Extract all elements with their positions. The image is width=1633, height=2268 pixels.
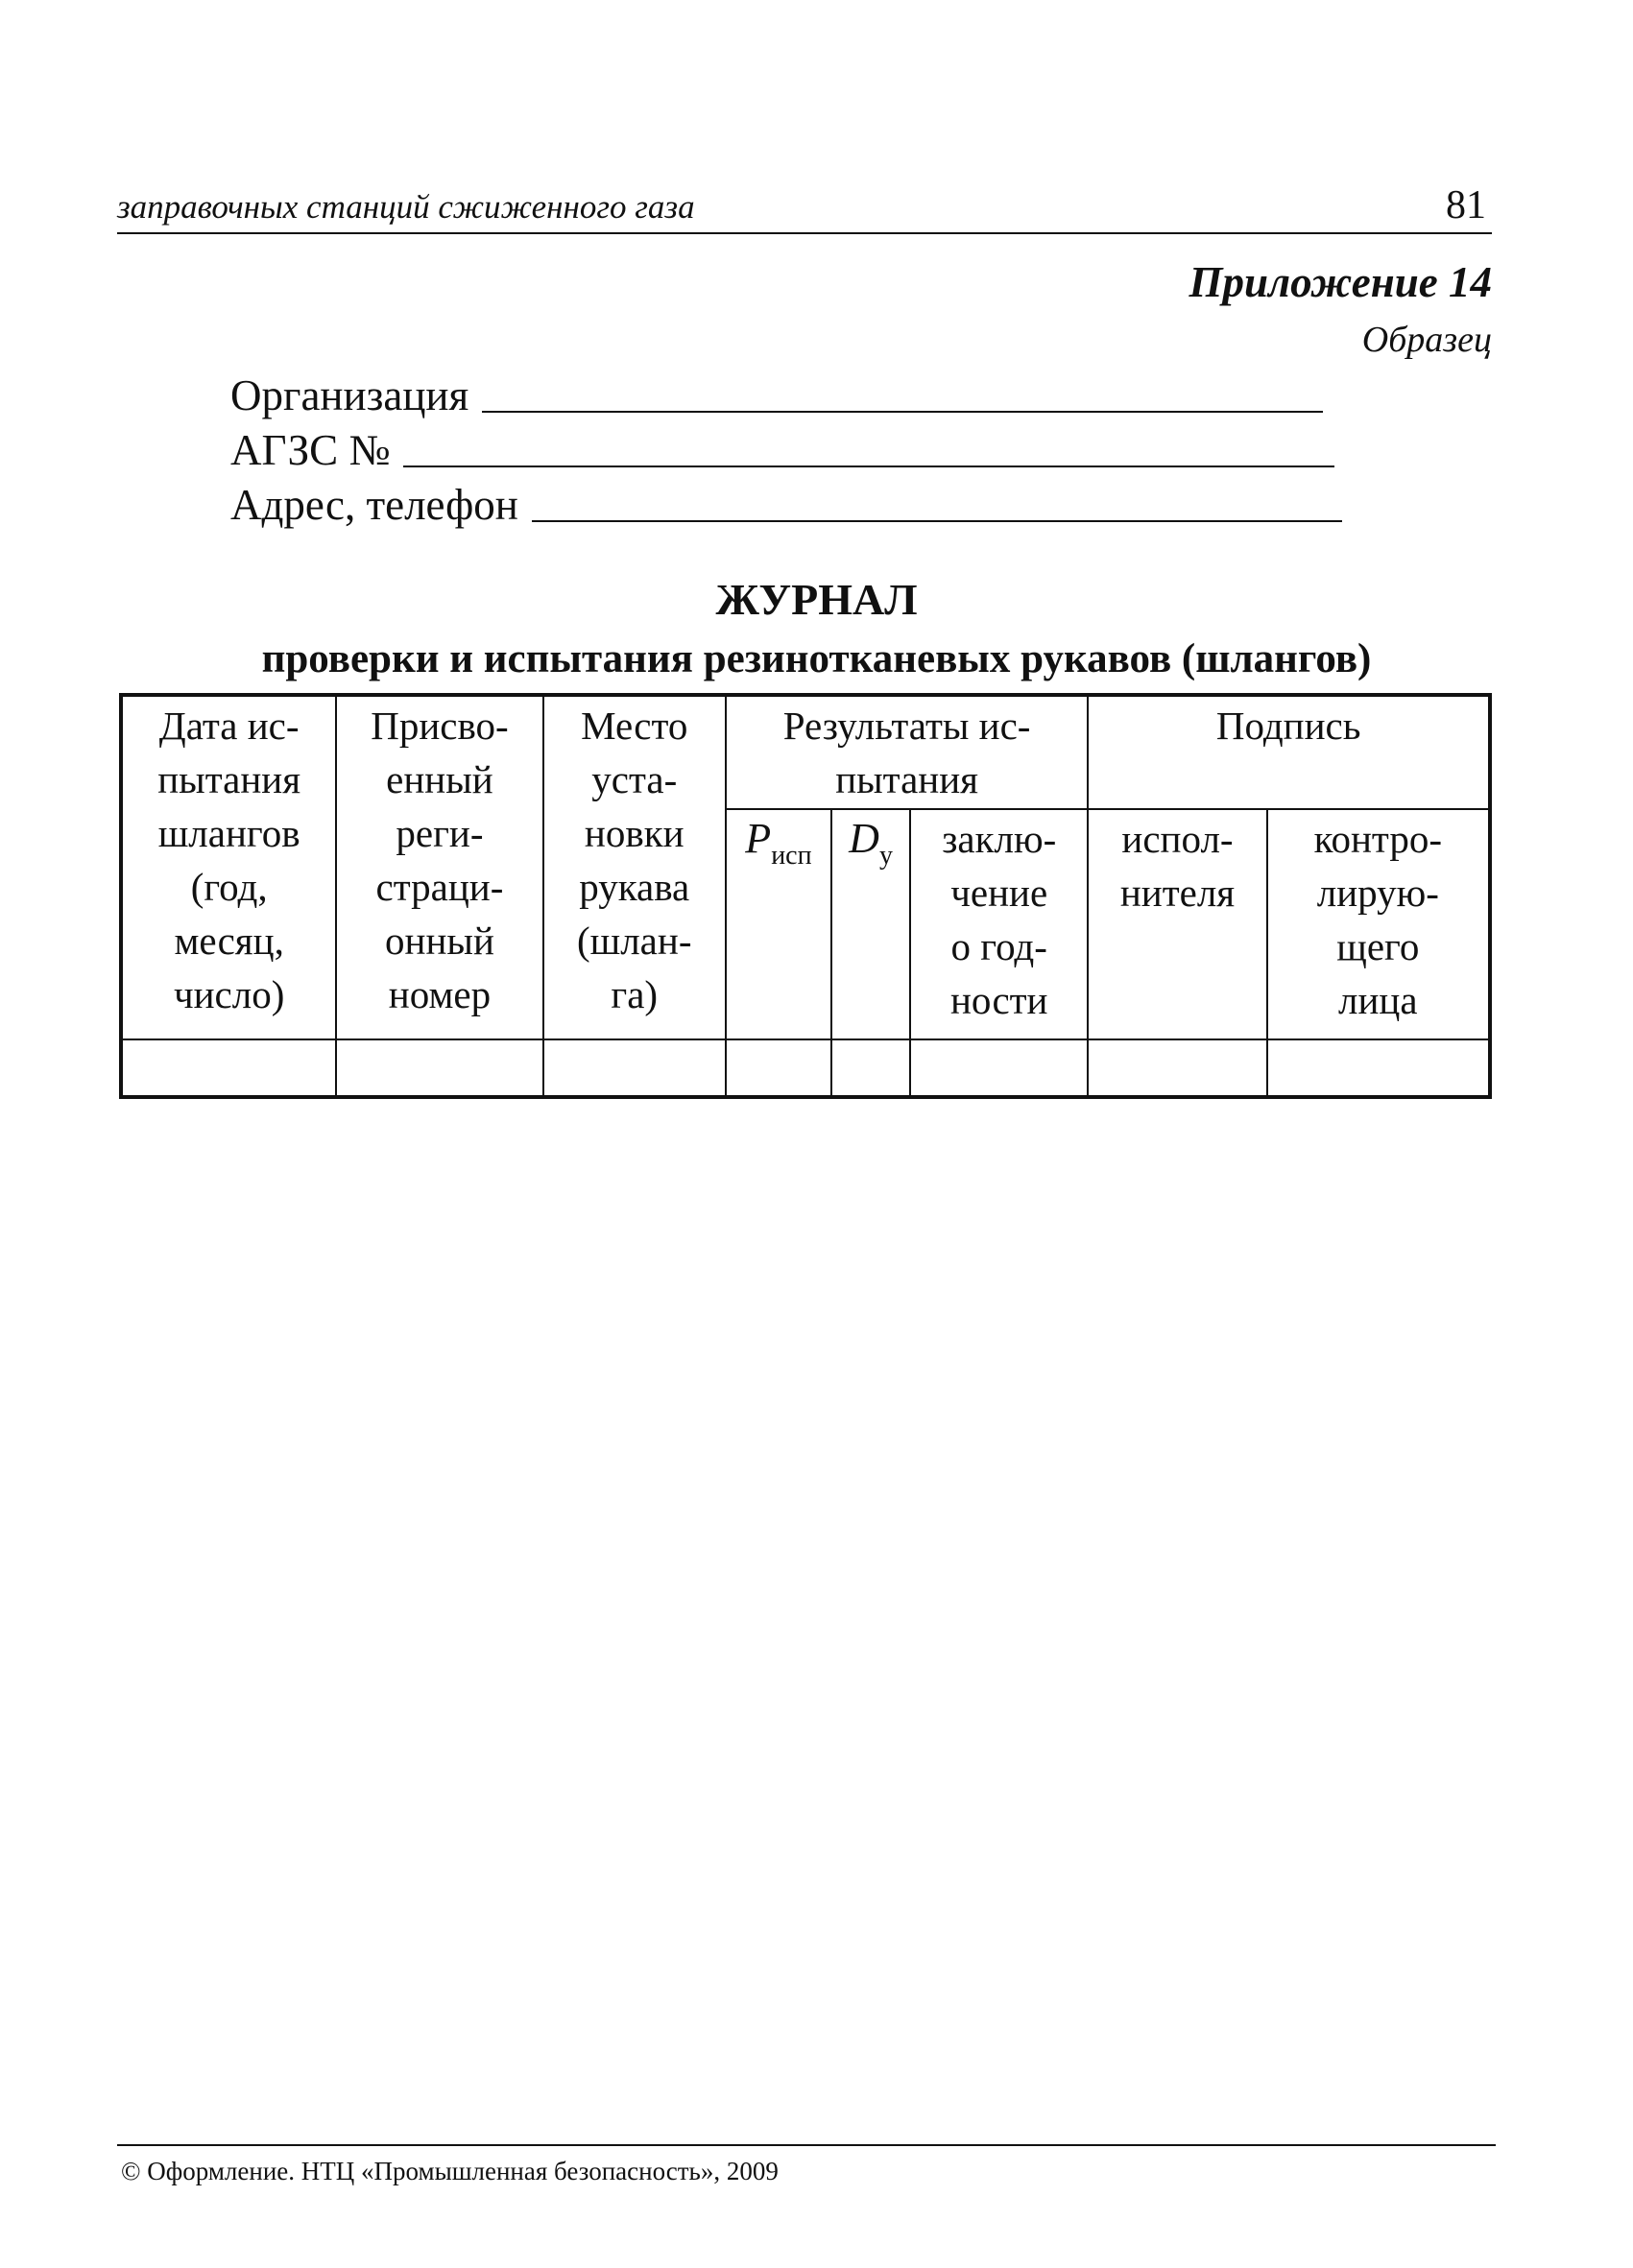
address-field: [230, 476, 1342, 530]
organization-field: [230, 367, 1323, 420]
running-header: [117, 182, 1492, 234]
d-nominal-symbol: $D_у$: [849, 815, 893, 871]
header-location-cell: Место уста- новки рукава (шлан- га): [543, 695, 726, 1039]
header-d-nominal-cell: [831, 809, 910, 1039]
header-performer-cell: испол- нителя: [1088, 809, 1266, 1039]
empty-cell: [831, 1039, 910, 1097]
header-signature-cell: Подпись: [1088, 695, 1490, 809]
organization-label: Организация: [230, 371, 469, 419]
empty-cell: [1088, 1039, 1266, 1097]
empty-cell: [726, 1039, 831, 1097]
table-row: [121, 1039, 1490, 1097]
header-regnum-cell: Присво- енный реги- страци- онный номер: [336, 695, 542, 1039]
page-number: 81: [1446, 183, 1486, 227]
station-label: АГЗС №: [230, 426, 391, 474]
empty-cell: [121, 1039, 336, 1097]
footer-copyright: © Оформление. НТЦ «Промышленная безопасность», 2009: [121, 2157, 779, 2185]
appendix-subtitle: Образец: [1361, 320, 1492, 360]
running-title: заправочных станций сжиженного газа: [117, 188, 695, 226]
p-test-symbol: $P_{исп}$: [745, 815, 812, 871]
journal-table: [119, 693, 1492, 1099]
address-blank-line: [532, 520, 1342, 522]
footer-rule: [117, 2144, 1496, 2146]
header-controller-cell: контро- лирую- щего лица: [1267, 809, 1490, 1039]
empty-cell: [910, 1039, 1088, 1097]
header-conclusion-cell: заклю- чение о год- ности: [910, 809, 1088, 1039]
empty-cell: [543, 1039, 726, 1097]
station-blank-line: [403, 466, 1334, 467]
address-label: Адрес, телефон: [230, 481, 518, 529]
empty-cell: [1267, 1039, 1490, 1097]
organization-blank-line: [482, 411, 1323, 413]
journal-title: ЖУРНАЛ: [715, 575, 918, 624]
header-results-cell: Результаты ис- пытания: [726, 695, 1089, 809]
header-date-cell: Дата ис- пытания шлангов (год, месяц, число): [121, 695, 336, 1039]
empty-cell: [336, 1039, 542, 1097]
header-p-test-cell: [726, 809, 831, 1039]
appendix-title: Приложение 14: [1189, 258, 1492, 306]
journal-subtitle: проверки и испытания резинотканевых рукавов (шлангов): [261, 636, 1372, 681]
station-field: [230, 421, 1334, 475]
